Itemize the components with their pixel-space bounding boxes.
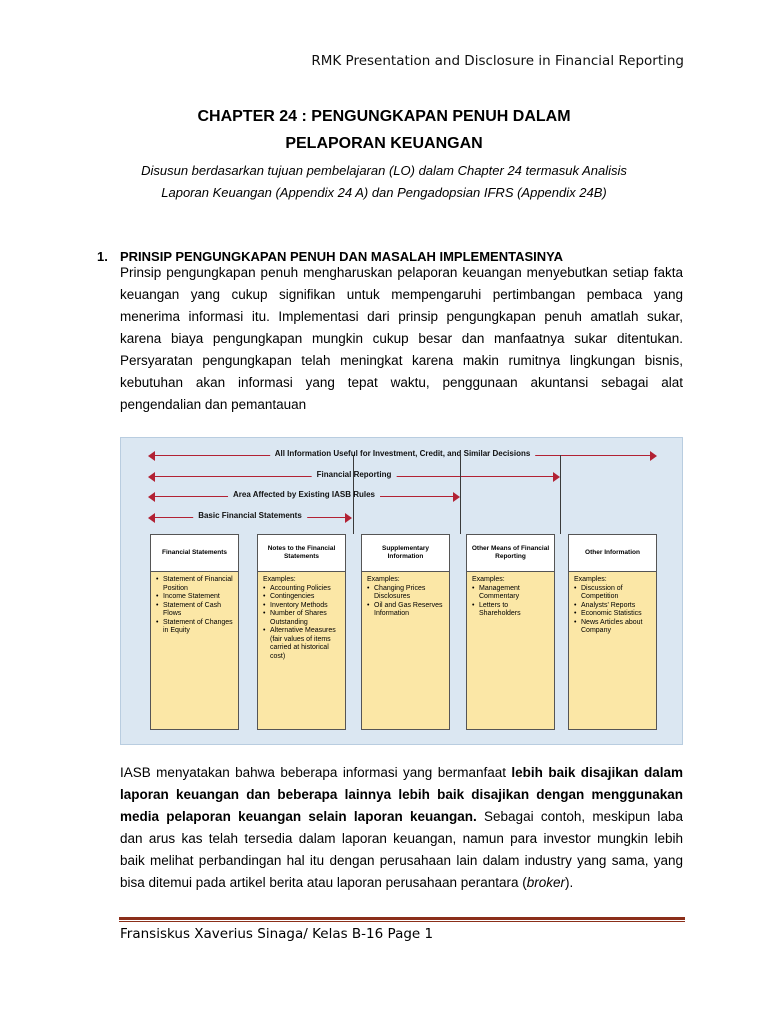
column-item: • News Articles about Company (574, 619, 651, 636)
boundary-line (460, 455, 461, 534)
footer-rule-thin (119, 921, 685, 922)
paragraph-2 (120, 762, 683, 894)
column-item: • Management Commentary (472, 585, 549, 602)
column-title: Other Information (569, 535, 656, 572)
column-supplementary (361, 534, 450, 730)
italic-run: broker (526, 875, 566, 890)
paragraph-line: dan arus kas telah tersedia dalam laporan keuangan, namun para investor mungkin lebih (120, 831, 683, 846)
column-title: Other Means of Financial Reporting (467, 535, 554, 572)
column-item: • Statement of Financial Position (156, 576, 233, 593)
column-item: • Alternative Measures (fair values of items carried at historical cost) (263, 627, 340, 661)
paragraph-line: Prinsip pengungkapan penuh mengharuskan pelaporan keuangan menyebutkan setiap fakta (120, 265, 683, 280)
column-financial-statements (150, 534, 239, 730)
column-item: • Changing Prices Disclosures (367, 585, 444, 602)
section-title: PRINSIP PENGUNGKAPAN PENUH DAN MASALAH IMPLEMENTASINYA (120, 249, 564, 264)
column-item: • Accounting Policies (263, 585, 340, 594)
boundary-line (560, 455, 561, 534)
paragraph-line: menerima informasi itu. Implementasi dari prinsip pengungkapan penuh amatlah sukar, (120, 309, 683, 324)
column-item: • Statement of Cash Flows (156, 602, 233, 619)
column-notes (257, 534, 346, 730)
column-item: • Income Statement (156, 593, 233, 602)
examples-label: Examples: (574, 576, 607, 583)
chapter-title-line1: CHAPTER 24 : PENGUNGKAPAN PENUH DALAM (197, 108, 571, 125)
paragraph-line (120, 762, 683, 784)
paragraph-line: baik melihat perbandingan hal itu dengan perusahaan lain dalam industry yang sama, yang (120, 853, 683, 868)
footer-rule (119, 917, 685, 920)
chapter-title-line2: PELAPORAN KEUANGAN (285, 135, 483, 152)
column-title: Financial Statements (151, 535, 238, 572)
bold-run: laporan keuangan dan beberapa lainnya lebih baik disajikan dengan menggunakan (120, 787, 683, 802)
subtitle-line2: Laporan Keuangan (Appendix 24 A) dan Pengadopsian IFRS (Appendix 24B) (161, 185, 607, 200)
arrow-label-financial-reporting: Financial Reporting (312, 470, 397, 479)
column-item: • Inventory Methods (263, 602, 340, 611)
column-item: • Statement of Changes in Equity (156, 619, 233, 636)
section-number: 1. (97, 249, 108, 264)
column-other-means (466, 534, 555, 730)
paragraph-line: pengendalian dan pemantauan (120, 397, 307, 412)
examples-label: Examples: (472, 576, 505, 583)
column-item: • Letters to Shareholders (472, 602, 549, 619)
arrow-all-information (150, 450, 655, 462)
chapter-subtitle (100, 160, 668, 204)
arrow-financial-reporting (150, 471, 558, 483)
column-item: • Number of Shares Outstanding (263, 610, 340, 627)
paragraph-line (120, 784, 683, 806)
arrow-basic-fs (150, 512, 350, 524)
paragraph-line (120, 806, 683, 828)
column-item: • Discussion of Competition (574, 585, 651, 602)
examples-label: Examples: (263, 576, 296, 583)
paragraph-line: karena biaya pengungkapan mungkin cukup besar dan manfaatnya sukar ditentukan. (120, 331, 683, 346)
column-title: Supplementary Information (362, 535, 449, 572)
running-header: RMK Presentation and Disclosure in Financial Reporting (311, 53, 684, 69)
bold-run: lebih baik disajikan dalam (511, 765, 683, 780)
text-run: bisa ditemui pada artikel berita atau laporan perusahaan perantara ( (120, 875, 527, 890)
paragraph-line: kebutuhan akan informasi yang tepat waktu, penggunaan akuntansi sebagai alat (120, 375, 683, 390)
boundary-line (353, 455, 354, 534)
column-title: Notes to the Financial Statements (258, 535, 345, 572)
column-item: • Analysts' Reports (574, 602, 651, 611)
paragraph-line: keuangan yang cukup signifikan untuk mempengaruhi pertimbangan pembaca yang (120, 287, 683, 302)
arrow-iasb-area (150, 491, 458, 503)
text-run: Sebagai contoh, meskipun laba (476, 809, 683, 824)
arrow-label-all-information: All Information Useful for Investment, Credit, and Similar Decisions (270, 449, 536, 458)
column-other-information (568, 534, 657, 730)
arrow-label-basic-fs: Basic Financial Statements (193, 511, 307, 520)
section1-paragraph (120, 262, 683, 416)
text-run: IASB menyatakan bahwa beberapa informasi yang bermanfaat (120, 765, 512, 780)
arrow-label-iasb-area: Area Affected by Existing IASB Rules (228, 490, 380, 499)
column-item: • Contingencies (263, 593, 340, 602)
subtitle-line1: Disusun berdasarkan tujuan pembelajaran (LO) dalam Chapter 24 termasuk Analisis (141, 163, 627, 178)
column-item: • Oil and Gas Reserves Information (367, 602, 444, 619)
paragraph-line (120, 872, 683, 894)
text-run: ). (565, 875, 574, 890)
column-item: • Economic Statistics (574, 610, 651, 619)
paragraph-line: Persyaratan pengungkapan telah meningkat karena makin rumitnya lingkungan bisnis, (120, 353, 683, 368)
bold-run: media pelaporan keuangan selain laporan keuangan. (120, 809, 477, 824)
page-footer: Fransiskus Xaverius Sinaga/ Kelas B-16 Page 1 (120, 926, 434, 942)
examples-label: Examples: (367, 576, 400, 583)
